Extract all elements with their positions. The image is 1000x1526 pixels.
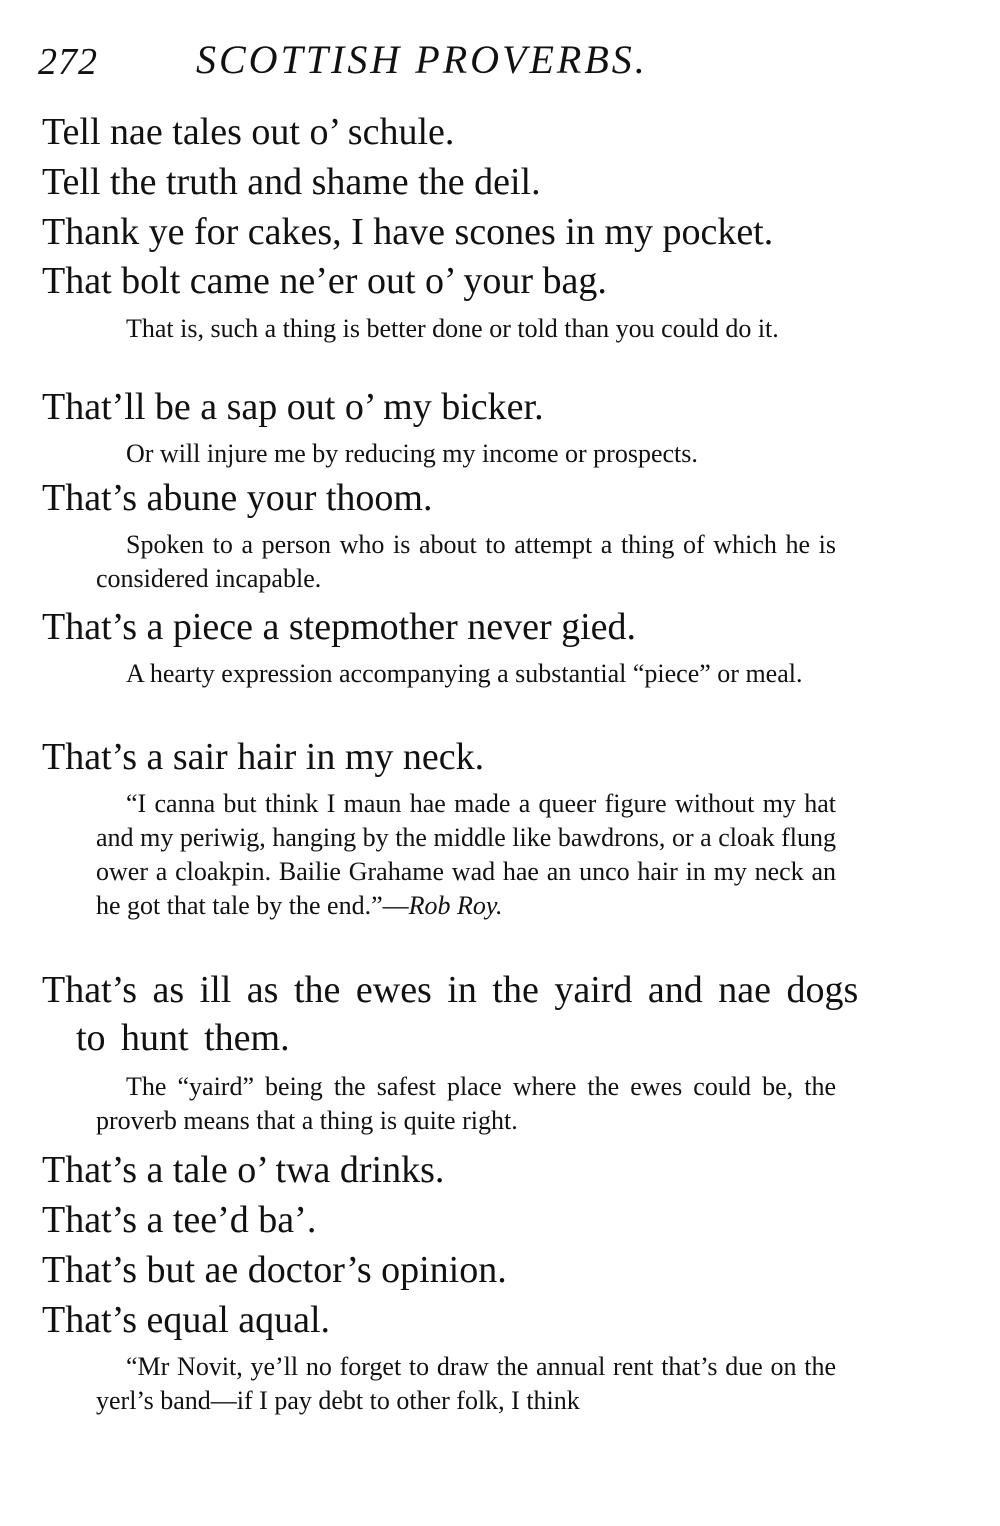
proverb-entry: That’s but ae doctor’s opinion.	[42, 1249, 507, 1291]
proverb-entry: That’s a tee’d ba’.	[42, 1199, 317, 1241]
page-number: 272	[38, 41, 98, 83]
proverb-note	[96, 787, 836, 923]
proverb-entry: That’s a piece a stepmother never gied.	[42, 606, 637, 648]
proverb-entry: That’s abune your thoom.	[42, 477, 433, 519]
proverb-note: Spoken to a person who is about to attempt a thing of which he is considered incapable.	[96, 530, 836, 593]
proverb-entry: Tell the truth and shame the deil.	[42, 161, 541, 203]
proverb-entry: That’s as ill as the ewes in the yaird and nae dogs to hunt them.	[42, 969, 859, 1059]
proverb-entry: That’s equal aqual.	[42, 1299, 331, 1341]
proverb-entry: That’s a tale o’ twa drinks.	[42, 1149, 445, 1191]
proverb-note: The “yaird” being the safest place where the ewes could be, the proverb means that a thing is quite right.	[96, 1072, 836, 1135]
page-header	[38, 30, 758, 90]
proverb-note: A hearty expression accompanying a substantial “piece” or meal.	[126, 659, 803, 688]
proverb-note: That is, such a thing is better done or told than you could do it.	[126, 314, 779, 343]
proverb-entry: Tell nae tales out o’ schule.	[42, 111, 455, 153]
note-text: “I canna but think I maun hae made a queer figure without my hat and my periwig, hanging by the middle like bawdrons, or a cloak flung ower a cloakpin. Bailie Grahame wad hae an unco hair in my neck an he got that tale by the end.”—	[96, 789, 836, 920]
proverb-note: “Mr Novit, ye’ll no forget to draw the annual rent that’s due on the yerl’s band—if I pay debt to other folk, I think	[96, 1352, 836, 1415]
proverb-entry: That’s a sair hair in my neck.	[42, 736, 485, 778]
proverb-entry: That’ll be a sap out o’ my bicker.	[42, 386, 544, 428]
running-title: SCOTTISH PROVERBS.	[196, 37, 648, 82]
proverb-entry: Thank ye for cakes, I have scones in my pocket.	[42, 211, 774, 253]
proverb-note: Or will injure me by reducing my income or prospects.	[126, 439, 698, 468]
proverb-entry: That bolt came ne’er out o’ your bag.	[42, 260, 607, 302]
note-source: Rob Roy.	[408, 891, 503, 920]
